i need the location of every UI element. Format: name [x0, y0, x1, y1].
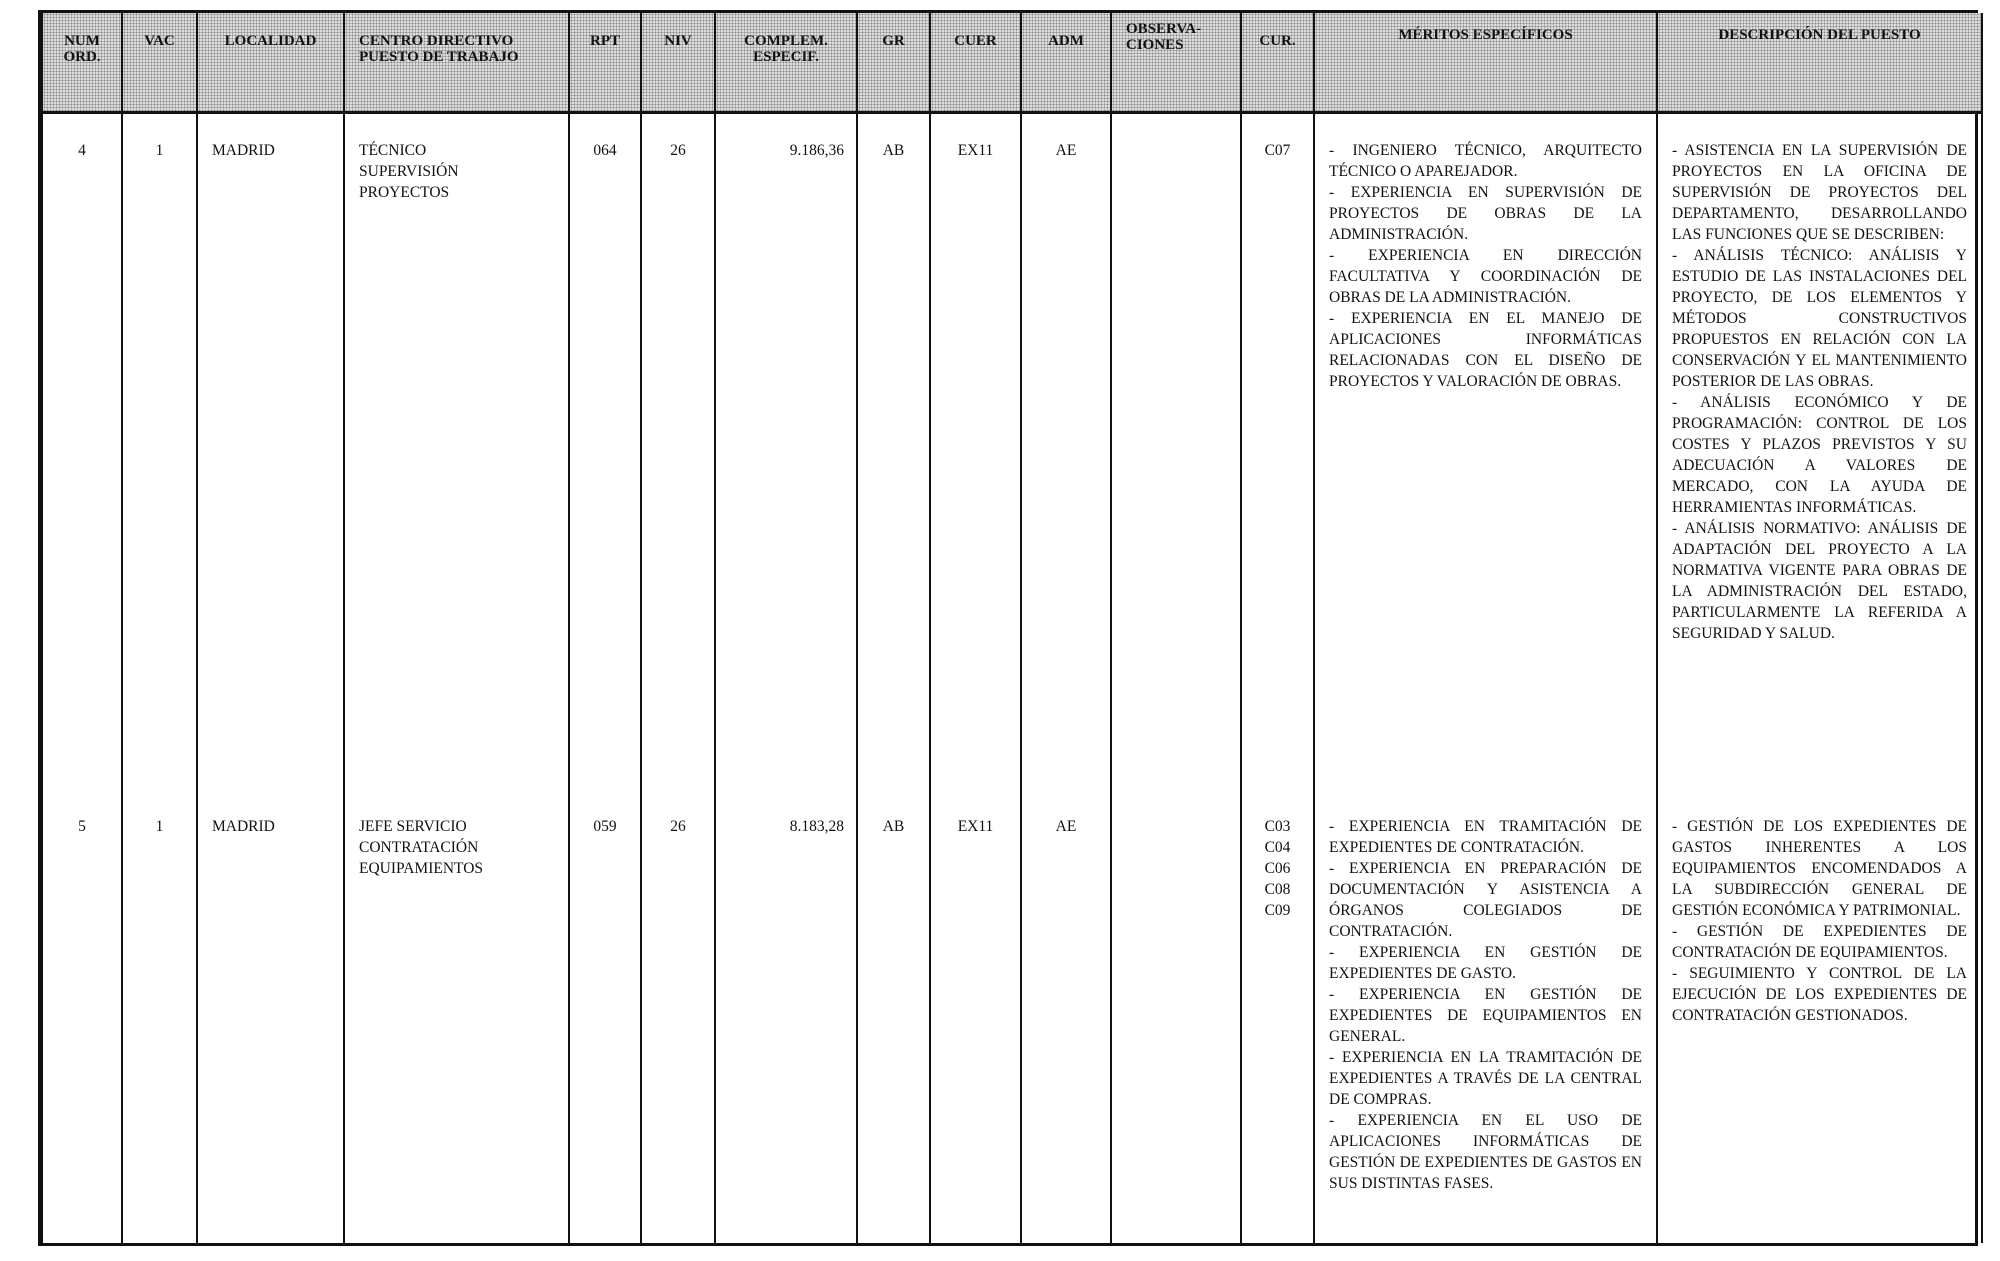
cell-puesto: TÉCNICO SUPERVISIÓN PROYECTOS	[344, 113, 569, 791]
cell-cuer: EX11	[930, 113, 1021, 791]
cell-meritos: - INGENIERO TÉCNICO, ARQUITECTO TÉCNICO O APAREJADOR. - EXPERIENCIA EN SUPERVISIÓN DE PROYECTOS DE OBRAS DE LA ADMINISTRACIÓN. - EXPERIENCIA EN DIRECCIÓN FACULTATIVA Y COORDINACIÓN DE OBRAS DE LA ADMINISTRACIÓN. - EXPERIENCIA EN EL MANEJO DE APLICACIONES INFORMÁTICAS RELACIONADAS CON EL DISEÑO DE PROYECTOS Y VALORACIÓN DE OBRAS.	[1314, 113, 1657, 791]
cell-vac: 1	[122, 790, 197, 1243]
cell-cur: C07	[1241, 113, 1314, 791]
positions-table-sheet	[38, 10, 1978, 1246]
cell-descripcion: - ASISTENCIA EN LA SUPERVISIÓN DE PROYECTOS EN LA OFICINA DE SUPERVISIÓN DE PROYECTOS DEL DEPARTAMENTO, DESARROLLANDO LAS FUNCIONES QUE SE DESCRIBEN: - ANÁLISIS TÉCNICO: ANÁLISIS Y ESTUDIO DE LAS INSTALACIONES DEL PROYECTO, DE LOS ELEMENTOS Y MÉTODOS CONSTRUCTIVOS PROPUESTOS EN RELACIÓN CON LA CONSERVACIÓN Y EL MANTENIMIENTO POSTERIOR DE LAS OBRAS. - ANÁLISIS ECONÓMICO Y DE PROGRAMACIÓN: CONTROL DE LOS COSTES Y PLAZOS PREVISTOS Y SU ADECUACIÓN A VALORES DE MERCADO, CON LA AYUDA DE HERRAMIENTAS INFORMÁTICAS. - ANÁLISIS NORMATIVO: ANÁLISIS DE ADAPTACIÓN DEL PROYECTO A LA NORMATIVA VIGENTE PARA OBRAS DE LA ADMINISTRACIÓN DEL ESTADO, PARTICULARMENTE LA REFERIDA A SEGURIDAD Y SALUD.	[1657, 113, 1982, 791]
header-localidad: LOCALIDAD	[197, 13, 344, 113]
cell-complem: 9.186,36	[715, 113, 857, 791]
cell-complem: 8.183,28	[715, 790, 857, 1243]
cell-gr: AB	[857, 113, 930, 791]
header-cur: CUR.	[1241, 13, 1314, 113]
header-descripcion: DESCRIPCIÓN DEL PUESTO	[1657, 13, 1982, 113]
header-meritos: MÉRITOS ESPECÍFICOS	[1314, 13, 1657, 113]
header-num-ord: NUM ORD.	[42, 13, 122, 113]
cell-localidad: MADRID	[197, 790, 344, 1243]
header-vac: VAC	[122, 13, 197, 113]
cell-adm: AE	[1021, 790, 1111, 1243]
positions-table	[41, 13, 1983, 1243]
cell-observaciones	[1111, 113, 1241, 791]
header-rpt: RPT	[569, 13, 641, 113]
cell-adm: AE	[1021, 113, 1111, 791]
cell-niv: 26	[641, 113, 715, 791]
cell-niv: 26	[641, 790, 715, 1243]
cell-rpt: 064	[569, 113, 641, 791]
cell-localidad: MADRID	[197, 113, 344, 791]
cell-vac: 1	[122, 113, 197, 791]
header-cuer: CUER	[930, 13, 1021, 113]
header-observaciones: OBSERVA- CIONES	[1111, 13, 1241, 113]
cell-meritos: - EXPERIENCIA EN TRAMITACIÓN DE EXPEDIENTES DE CONTRATACIÓN. - EXPERIENCIA EN PREPARACIÓN DE DOCUMENTACIÓN Y ASISTENCIA A ÓRGANOS COLEGIADOS DE CONTRATACIÓN. - EXPERIENCIA EN GESTIÓN DE EXPEDIENTES DE GASTO. - EXPERIENCIA EN GESTIÓN DE EXPEDIENTES DE EQUIPAMIENTOS EN GENERAL. - EXPERIENCIA EN LA TRAMITACIÓN DE EXPEDIENTES A TRAVÉS DE LA CENTRAL DE COMPRAS. - EXPERIENCIA EN EL USO DE APLICACIONES INFORMÁTICAS DE GESTIÓN DE EXPEDIENTES DE GASTOS EN SUS DISTINTAS FASES.	[1314, 790, 1657, 1243]
header-complem-especif: COMPLEM. ESPECIF.	[715, 13, 857, 113]
cell-observaciones	[1111, 790, 1241, 1243]
table-row	[42, 790, 1982, 1243]
cell-rpt: 059	[569, 790, 641, 1243]
cell-cur: C03 C04 C06 C08 C09	[1241, 790, 1314, 1243]
cell-num: 5	[42, 790, 122, 1243]
cell-descripcion: - GESTIÓN DE LOS EXPEDIENTES DE GASTOS INHERENTES A LOS EQUIPAMIENTOS ENCOMENDADOS A LA SUBDIRECCIÓN GENERAL DE GESTIÓN ECONÓMICA Y PATRIMONIAL. - GESTIÓN DE EXPEDIENTES DE CONTRATACIÓN DE EQUIPAMIENTOS. - SEGUIMIENTO Y CONTROL DE LA EJECUCIÓN DE LOS EXPEDIENTES DE CONTRATACIÓN GESTIONADOS.	[1657, 790, 1982, 1243]
cell-puesto: JEFE SERVICIO CONTRATACIÓN EQUIPAMIENTOS	[344, 790, 569, 1243]
header-niv: NIV	[641, 13, 715, 113]
cell-gr: AB	[857, 790, 930, 1243]
header-centro-directivo: CENTRO DIRECTIVO PUESTO DE TRABAJO	[344, 13, 569, 113]
cell-num: 4	[42, 113, 122, 791]
header-row	[42, 13, 1982, 113]
cell-cuer: EX11	[930, 790, 1021, 1243]
header-gr: GR	[857, 13, 930, 113]
header-adm: ADM	[1021, 13, 1111, 113]
table-row	[42, 113, 1982, 791]
